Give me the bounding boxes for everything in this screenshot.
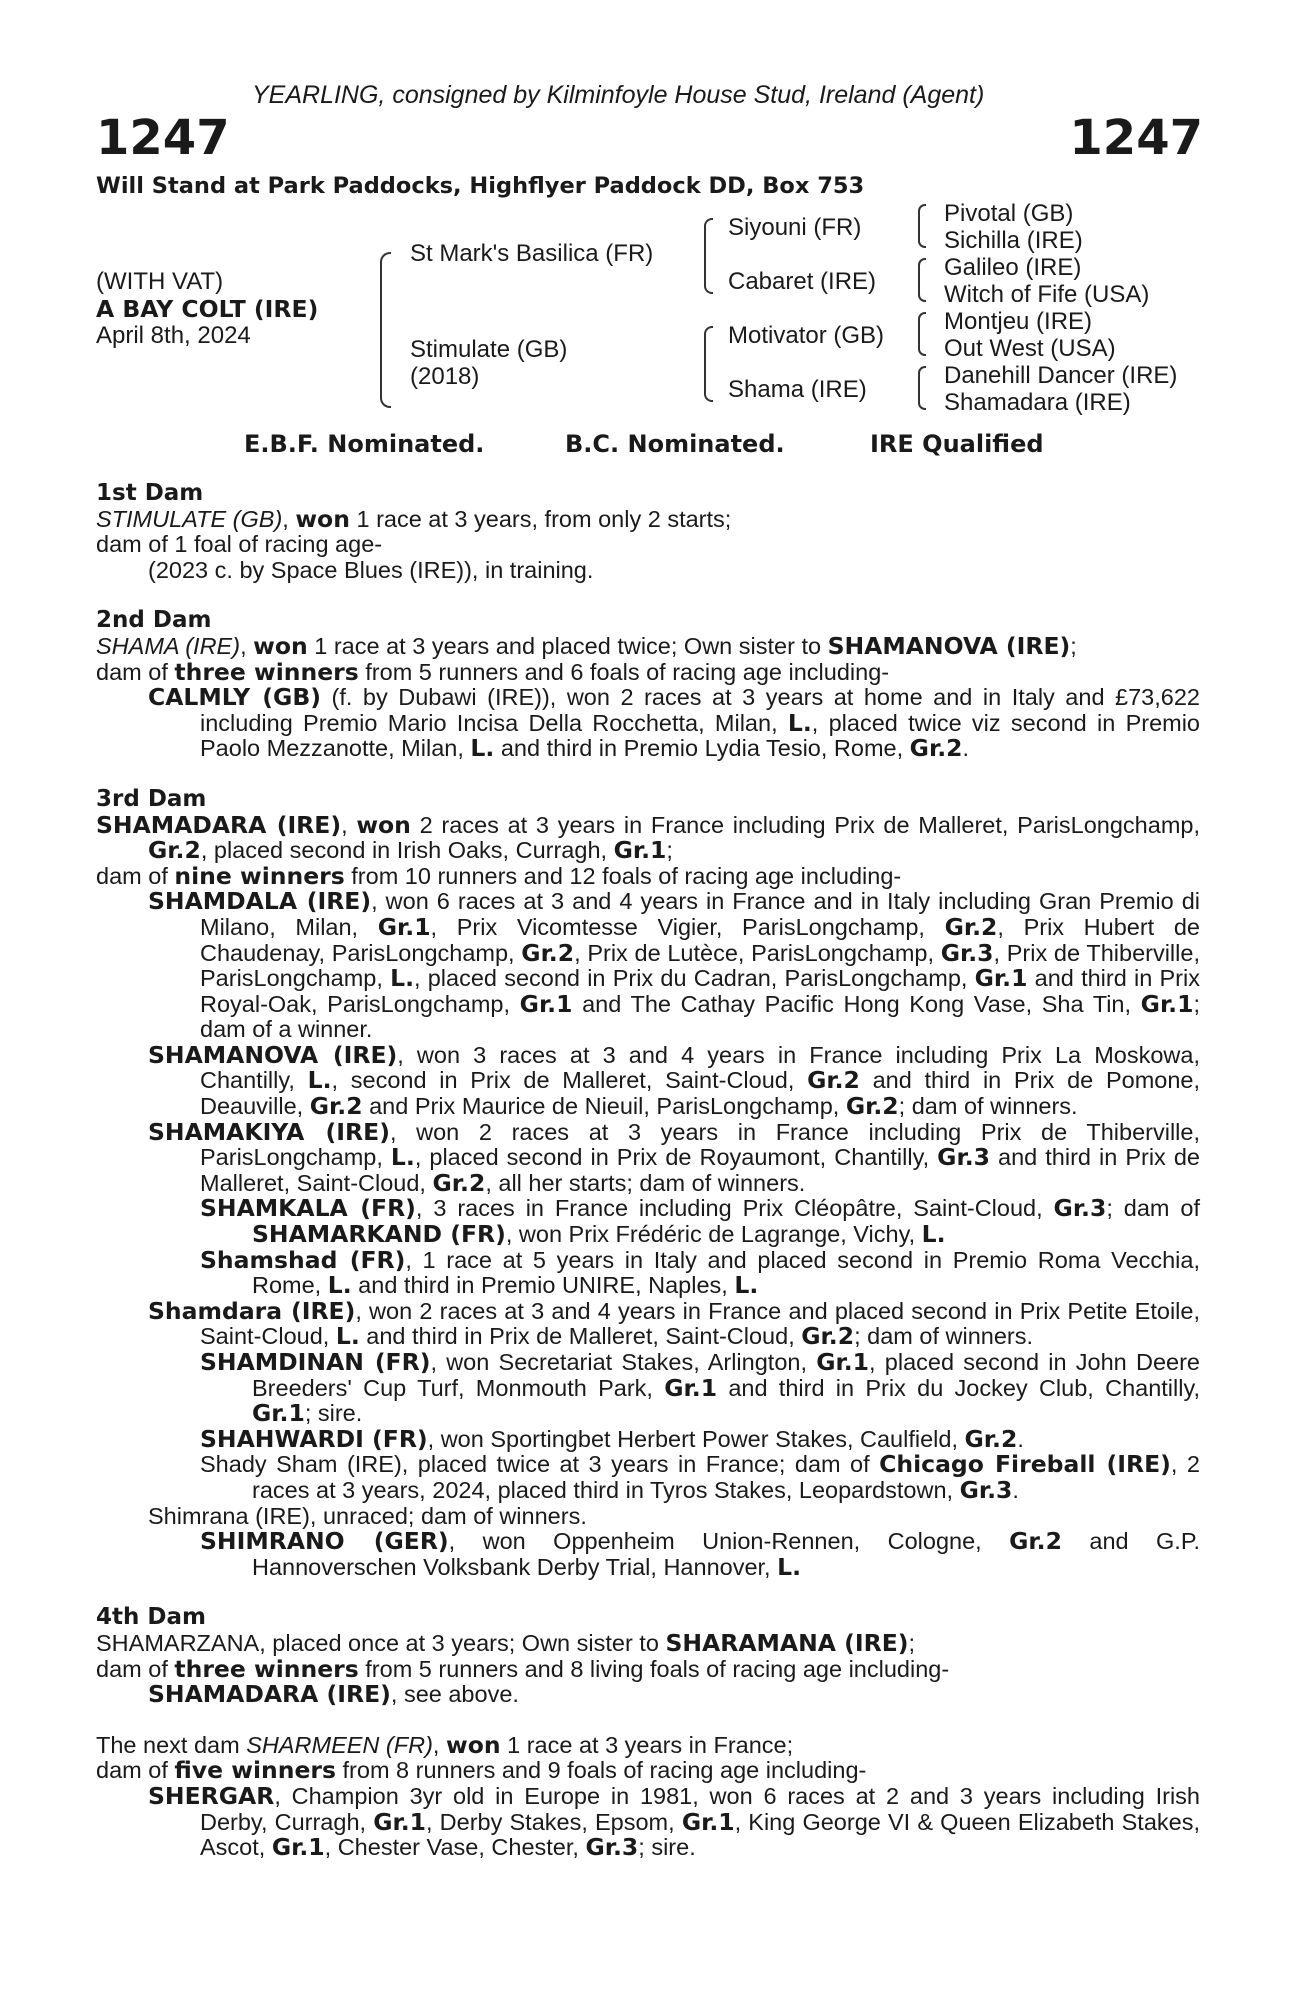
section-heading: 3rd Dam [96, 785, 207, 812]
bold-text: Gr.3 [585, 1833, 639, 1862]
text-run: 1 race at 3 years in France; [500, 1731, 794, 1758]
sire: St Mark's Basilica (FR) [410, 240, 654, 267]
bold-text: SHAMKALA (FR) [200, 1194, 416, 1223]
text-run: (f. by Dubawi (IRE)), won 2 races at 3 years at home and in Italy and £73,622 including Premio Mario Incisa Della Rocchetta, Milan, [200, 684, 1200, 736]
bold-text: L. [307, 1066, 332, 1095]
dam-year: (2018) [410, 363, 480, 390]
bold-text: Gr.2 [944, 912, 998, 941]
bold-text: Gr.2 [1009, 1527, 1062, 1556]
bold-text: Gr.3 [937, 1143, 990, 1172]
bold-text: Gr.1 [271, 1833, 325, 1862]
text-run: . [962, 735, 970, 762]
text-run: ; [908, 1629, 916, 1656]
bold-text: Gr.1 [664, 1373, 718, 1402]
bold-text: SHAMADARA (IRE) [148, 1680, 391, 1709]
italic-text: SHAMA (IRE) [96, 632, 241, 659]
text-run: Shimrana (IRE), unraced; dam of winners. [148, 1502, 587, 1529]
pedigree-entry [96, 1296, 1200, 1351]
text-run: and third in Prix de Pomone, Deauville, [200, 1067, 1201, 1120]
text-run: , Derby Stakes, Epsom, [426, 1808, 682, 1835]
grandparent: Danehill Dancer (IRE) [944, 362, 1178, 389]
bold-text: Gr.1 [816, 1348, 870, 1376]
dam-sire: Motivator (GB) [728, 322, 885, 349]
dam: Stimulate (GB) [410, 336, 568, 363]
bold-text: CALMLY (GB) [148, 683, 321, 712]
pedigree-entry [96, 1758, 1200, 1784]
section-gap [96, 762, 1200, 787]
pedigree-brace [918, 204, 926, 248]
text-run: , won Sportingbet Herbert Power Stakes, Caulfield, [427, 1425, 965, 1452]
text-run: , won Prix Frédéric de Lagrange, Vichy, [505, 1221, 922, 1248]
text-run: , won 6 races at 3 and 4 years in France and in Italy including Gran Premio di Milano, Milan, [200, 888, 1201, 940]
text-run: The next dam [96, 1731, 247, 1758]
text-run: from 10 runners and 12 foals of racing age including- [344, 862, 902, 889]
pedigree-entry [96, 810, 1200, 865]
text-run: dam of [96, 658, 175, 685]
text-run: from 5 runners and 6 foals of racing age including- [358, 658, 890, 685]
text-run: from 5 runners and 8 living foals of racing age including- [358, 1655, 950, 1682]
bold-text: Gr.1 [373, 1807, 426, 1836]
pedigree-brace [918, 312, 926, 356]
text-run: , Prix Hubert de Chaudenay, ParisLongchamp, [200, 913, 1200, 966]
text-run: , 1 race at 5 years in Italy and placed second in Premio Roma Vecchia, Rome, [252, 1246, 1200, 1299]
section-heading: 1st Dam [96, 480, 204, 506]
pedigree-entry [96, 1781, 1201, 1862]
text-run: ; dam of [1106, 1195, 1200, 1222]
stand-location: Will Stand at Park Paddocks, Highflyer Paddock DD, Box 753 [96, 173, 865, 199]
bold-text: Gr.3 [959, 1475, 1013, 1504]
text-run: , 3 races in France including Prix Cléopâtre, Saint-Cloud, [415, 1195, 1054, 1222]
dam-section [96, 762, 1200, 1580]
text-run: , King George VI & Queen Elizabeth Stakes, Ascot, [200, 1808, 1201, 1861]
pedigree-entry [96, 504, 1200, 533]
bold-text: L. [777, 1552, 802, 1581]
grandparent: Out West (USA) [944, 335, 1116, 362]
text-run: and third in Premio Lydia Tesio, Rome, [494, 735, 910, 762]
dam-section [96, 1580, 1200, 1707]
grandparent: Pivotal (GB) [944, 200, 1074, 227]
bold-text: SHAMADARA (IRE) [96, 810, 342, 839]
bold-text: Gr.2 [807, 1066, 860, 1095]
text-run: , placed second in Prix de Royaumont, Chantilly, [414, 1144, 938, 1171]
bold-text: Gr.1 [974, 964, 1028, 993]
grandparent: Montjeu (IRE) [944, 308, 1093, 335]
bold-text: Chicago Fireball (IRE) [879, 1450, 1171, 1479]
grandparent: Sichilla (IRE) [944, 227, 1083, 254]
bold-text: Gr.3 [940, 938, 994, 967]
bold-text: nine winners [174, 861, 345, 890]
pedigree-entry [96, 1040, 1201, 1121]
bold-text: three winners [174, 657, 359, 686]
bold-text: five winners [174, 1756, 336, 1785]
bold-text: SHAMARKAND (FR) [252, 1220, 506, 1249]
italic-text: SHARMEEN (FR) [246, 1731, 433, 1758]
bold-text: SHARAMANA (IRE) [665, 1628, 909, 1657]
bold-text: Gr.2 [845, 1092, 899, 1121]
text-run: , [341, 811, 357, 838]
text-run: , won 3 races at 3 and 4 years in France including Prix La Moskowa, Chantilly, [200, 1041, 1200, 1094]
produce-record [96, 481, 1200, 1861]
bold-text: SHAHWARDI (FR) [200, 1424, 428, 1453]
section-gap [96, 583, 1200, 608]
bold-text: Gr.1 [681, 1807, 735, 1836]
text-run: , won 2 races at 3 and 4 years in France and placed second in Prix Petite Etoile, Saint-Cloud, [200, 1297, 1200, 1350]
text-run: . [1017, 1425, 1024, 1452]
bold-text: L. [470, 734, 495, 763]
text-run: , won Oppenheim Union-Rennen, Cologne, [448, 1528, 1010, 1555]
text-run: , placed second in Prix du Cadran, ParisLongchamp, [414, 965, 975, 992]
vat-note: (WITH VAT) [96, 268, 224, 295]
pedigree-entry [96, 1730, 1200, 1759]
foaling-date: April 8th, 2024 [96, 322, 251, 349]
text-run: ; dam of a winner. [200, 990, 1200, 1043]
bold-text: Gr.2 [801, 1322, 855, 1351]
text-run: and third in Prix de Malleret, Saint-Cloud, [200, 1144, 1200, 1196]
pedigree-brace [704, 218, 713, 294]
pedigree-entry [96, 685, 1200, 762]
bold-text: SHIMRANO (GER) [200, 1527, 449, 1556]
pedigree-entry [96, 657, 1200, 686]
bold-text: L. [390, 1143, 415, 1172]
text-run: ; [1070, 632, 1077, 659]
bold-text: Gr.1 [1140, 989, 1194, 1018]
pedigree-brace [918, 366, 926, 410]
pedigree-entry [96, 1504, 1200, 1530]
text-run: ; sire. [304, 1400, 363, 1427]
ebf-nomination: E.B.F. Nominated. [244, 430, 485, 458]
grandparent: Shamadara (IRE) [944, 389, 1131, 416]
sire-sire: Siyouni (FR) [728, 214, 862, 241]
ire-qualification: IRE Qualified [870, 430, 1044, 458]
pedigree-brace [704, 326, 713, 402]
bold-text: Gr.2 [432, 1168, 486, 1197]
horse-name: A BAY COLT (IRE) [96, 295, 319, 323]
text-run: dam of 1 foal of racing age- [96, 531, 383, 558]
bold-text: SHAMDALA (IRE) [148, 887, 372, 916]
text-run: ; [666, 837, 673, 864]
bold-text: won [445, 1730, 501, 1759]
text-run: , second in Prix de Malleret, Saint-Cloud, [331, 1067, 808, 1094]
bold-text: SHERGAR [148, 1781, 275, 1810]
dam-section [96, 1708, 1200, 1861]
text-run: SHAMARZANA, placed once at 3 years; Own sister to [96, 1629, 666, 1656]
pedigree-entry [96, 1628, 1200, 1657]
bold-text: Gr.1 [613, 836, 667, 865]
bold-text: won [253, 631, 308, 660]
text-run: , won Secretariat Stakes, Arlington, [430, 1349, 817, 1375]
bold-text: L. [921, 1220, 946, 1249]
text-run: , [282, 505, 296, 532]
bold-text: SHAMANOVA (IRE) [827, 631, 1071, 660]
text-run: , all her starts; dam of winners. [485, 1169, 806, 1196]
bold-text: Gr.2 [309, 1092, 363, 1121]
text-run: and The Cathay Pacific Hong Kong Vase, Sha Tin, [572, 990, 1141, 1017]
text-run: 1 race at 3 years, from only 2 starts; [349, 505, 732, 532]
text-run: dam of [96, 1655, 175, 1682]
text-run: , [432, 1731, 446, 1758]
text-run: , placed second in Irish Oaks, Curragh, [200, 837, 614, 864]
bold-text: SHAMANOVA (IRE) [148, 1040, 398, 1069]
pedigree-entry [96, 631, 1200, 660]
bold-text: Gr.2 [909, 734, 963, 763]
bold-text: Gr.2 [148, 836, 201, 865]
text-run: and Prix Maurice de Nieuil, ParisLongchamp, [362, 1093, 846, 1120]
bold-text: L. [335, 1322, 360, 1351]
bold-text: won [295, 504, 350, 533]
pedigree-entry [96, 558, 1200, 584]
text-run: , Champion 3yr old in Europe in 1981, won 6 races at 2 and 3 years including Irish Derby, Curragh, [200, 1782, 1200, 1835]
text-run: and third in Premio UNIRE, Naples, [351, 1272, 735, 1299]
lot-number-left: 1247 [96, 110, 230, 166]
lot-number-right: 1247 [1069, 110, 1203, 166]
section-gap [96, 1708, 1200, 1733]
pedigree-entry [96, 1682, 1200, 1708]
bold-text: Shamshad (FR) [200, 1245, 406, 1274]
text-run: , placed second in John Deere Breeders' Cup Turf, Monmouth Park, [252, 1349, 1200, 1401]
text-run: and third in Prix du Jockey Club, Chantilly, [717, 1374, 1200, 1401]
pedigree-entry [96, 1245, 1200, 1300]
pedigree-entry [96, 1452, 1200, 1503]
bold-text: SHAMDINAN (FR) [200, 1348, 431, 1376]
dam-section [96, 583, 1200, 762]
text-run: Shady Sham (IRE), placed twice at 3 years in France; dam of [200, 1451, 880, 1478]
text-run: , Prix Vicomtesse Vigier, ParisLongchamp, [430, 913, 945, 940]
text-run: from 8 runners and 9 foals of racing age including- [335, 1757, 867, 1784]
pedigree-entry [96, 1529, 1200, 1580]
text-run: , Prix de Thiberville, ParisLongchamp, [200, 939, 1200, 992]
bold-text: won [356, 810, 411, 839]
bold-text: Gr.2 [964, 1424, 1018, 1453]
bold-text: Gr.1 [252, 1399, 305, 1428]
pedigree-entry [96, 1196, 1200, 1247]
grandparent: Galileo (IRE) [944, 254, 1082, 281]
section-heading: 2nd Dam [96, 607, 212, 634]
pedigree-entry [96, 1654, 1200, 1683]
text-run: , placed twice viz second in Premio Paolo Mezzanotte, Milan, [200, 709, 1200, 762]
pedigree-entry [96, 532, 1200, 558]
pedigree-entry [96, 889, 1200, 1043]
text-run: , Chester Vase, Chester, [324, 1834, 586, 1861]
pedigree-entry [96, 1350, 1200, 1427]
text-run: . [1012, 1476, 1019, 1503]
bold-text: L. [787, 708, 812, 737]
text-run: 1 race at 3 years and placed twice; Own sister to [307, 632, 828, 659]
text-run: ; sire. [638, 1834, 696, 1861]
bold-text: Gr.2 [521, 938, 575, 967]
text-run: and third in Prix de Malleret, Saint-Cloud, [359, 1323, 802, 1350]
bold-text: L. [734, 1271, 759, 1300]
dam-section [96, 481, 1200, 583]
bold-text: three winners [174, 1654, 359, 1683]
bold-text: L. [327, 1271, 352, 1300]
bold-text: SHAMAKIYA (IRE) [148, 1117, 390, 1146]
text-run: and G.P. Hannoverschen Volksbank Derby Trial, Hannover, [252, 1528, 1201, 1580]
text-run: dam of [96, 1757, 175, 1784]
pedigree-entry [96, 1424, 1200, 1453]
text-run: , [240, 632, 254, 659]
text-run: (2023 c. by Space Blues (IRE)), in training. [148, 556, 594, 583]
bold-text: Gr.3 [1053, 1194, 1107, 1223]
text-run: dam of [96, 862, 175, 889]
section-heading: 4th Dam [96, 1604, 206, 1631]
text-run: , see above. [390, 1681, 519, 1708]
pedigree-entry [96, 861, 1200, 890]
text-run: , 2 races at 3 years, 2024, placed third in Tyros Stakes, Leopardstown, [252, 1451, 1200, 1503]
italic-text: STIMULATE (GB) [96, 505, 283, 532]
sire-dam: Cabaret (IRE) [728, 268, 877, 295]
bold-text: Gr.1 [519, 989, 573, 1018]
bold-text: Gr.1 [377, 912, 431, 941]
text-run: , won 2 races at 3 years in France including Prix de Thiberville, ParisLongchamp, [200, 1118, 1200, 1171]
consignor-line: YEARLING, consigned by Kilminfoyle House Stud, Ireland (Agent) [252, 81, 985, 109]
dam-dam: Shama (IRE) [728, 376, 867, 403]
bc-nomination: B.C. Nominated. [565, 430, 785, 458]
text-run: ; dam of winners. [854, 1323, 1034, 1350]
text-run: and third in Prix Royal-Oak, ParisLongchamp, [200, 965, 1200, 1017]
pedigree-brace [918, 258, 926, 302]
bold-text: L. [390, 964, 414, 993]
grandparent: Witch of Fife (USA) [944, 281, 1150, 308]
pedigree-brace [380, 252, 391, 408]
text-run: , Prix de Lutèce, ParisLongchamp, [574, 939, 941, 966]
bold-text: Shamdara (IRE) [148, 1296, 356, 1325]
text-run: 2 races at 3 years in France including Prix de Malleret, ParisLongchamp, [410, 811, 1200, 838]
text-run: ; dam of winners. [898, 1093, 1078, 1120]
pedigree-entry [96, 1117, 1200, 1197]
section-gap [96, 1580, 1200, 1605]
